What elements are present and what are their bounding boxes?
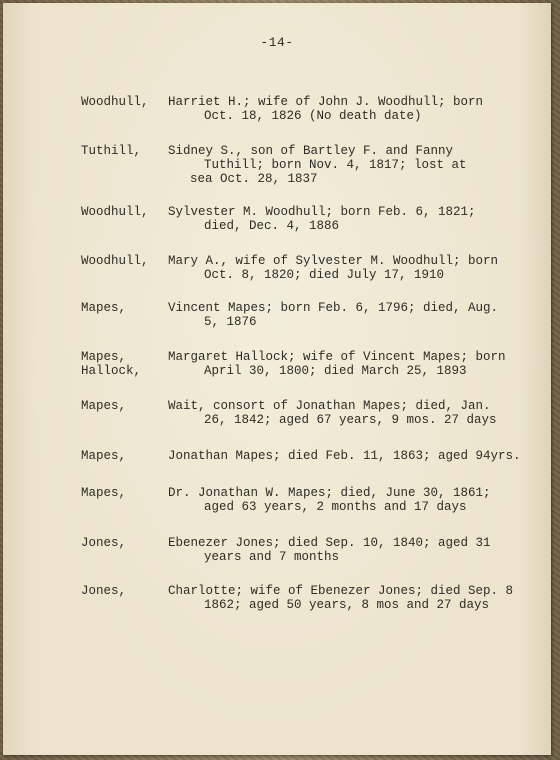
record-line: Dr. Jonathan W. Mapes; died, June 30, 1861;: [168, 486, 491, 500]
record-text: [168, 486, 538, 514]
surname-label: Jones,: [81, 584, 127, 598]
record-line: Mary A., wife of Sylvester M. Woodhull; born: [168, 254, 499, 268]
record-line: Oct. 18, 1826 (No death date): [204, 109, 422, 123]
record-text: [168, 254, 538, 282]
record-line: Vincent Mapes; born Feb. 6, 1796; died, Aug.: [168, 301, 499, 315]
record-line: 26, 1842; aged 67 years, 9 mos. 27 days: [204, 413, 497, 427]
record-line: Oct. 8, 1820; died July 17, 1910: [204, 268, 445, 282]
record-line: Ebenezer Jones; died Sep. 10, 1840; aged 31: [168, 536, 491, 550]
record-line: 1862; aged 50 years, 8 mos and 27 days: [204, 598, 490, 612]
record-line: Harriet H.; wife of John J. Woodhull; born: [168, 95, 484, 109]
record-line: Jonathan Mapes; died Feb. 11, 1863; aged 94yrs.: [168, 449, 521, 463]
surname-label: Woodhull,: [81, 95, 149, 109]
record-text: [168, 301, 538, 329]
record-line: Sidney S., son of Bartley F. and Fanny: [168, 144, 454, 158]
record-text: [168, 399, 538, 427]
record-line: sea Oct. 28, 1837: [190, 172, 318, 186]
record-text: [168, 536, 538, 564]
surname-label: Mapes,: [81, 301, 127, 315]
record-text: [168, 205, 538, 233]
page-number: -14-: [260, 35, 294, 50]
record-line: died, Dec. 4, 1886: [204, 219, 340, 233]
record-line: aged 63 years, 2 months and 17 days: [204, 500, 467, 514]
record-line: years and 7 months: [204, 550, 340, 564]
record-line: April 30, 1800; died March 25, 1893: [204, 364, 467, 378]
record-line: 5, 1876: [204, 315, 257, 329]
record-text: [168, 350, 538, 378]
surname-label: Mapes,: [81, 399, 127, 413]
surname-label: Mapes,: [81, 449, 127, 463]
record-line: Wait, consort of Jonathan Mapes; died, Jan.: [168, 399, 491, 413]
record-line: Sylvester M. Woodhull; born Feb. 6, 1821;: [168, 205, 476, 219]
record-text: [168, 449, 538, 463]
surname-label: Woodhull,: [81, 205, 149, 219]
record-text: [168, 95, 538, 123]
surname-label: Tuthill,: [81, 144, 142, 158]
surname-label: Woodhull,: [81, 254, 149, 268]
record-line: Tuthill; born Nov. 4, 1817; lost at: [204, 158, 467, 172]
surname-label: Jones,: [81, 536, 127, 550]
record-line: Margaret Hallock; wife of Vincent Mapes; born: [168, 350, 506, 364]
surname-label: Mapes, Hallock,: [81, 350, 142, 378]
document-page: [3, 3, 551, 755]
record-text: [168, 584, 538, 612]
record-text: [168, 144, 538, 186]
record-line: Charlotte; wife of Ebenezer Jones; died Sep. 8: [168, 584, 514, 598]
surname-label: Mapes,: [81, 486, 127, 500]
